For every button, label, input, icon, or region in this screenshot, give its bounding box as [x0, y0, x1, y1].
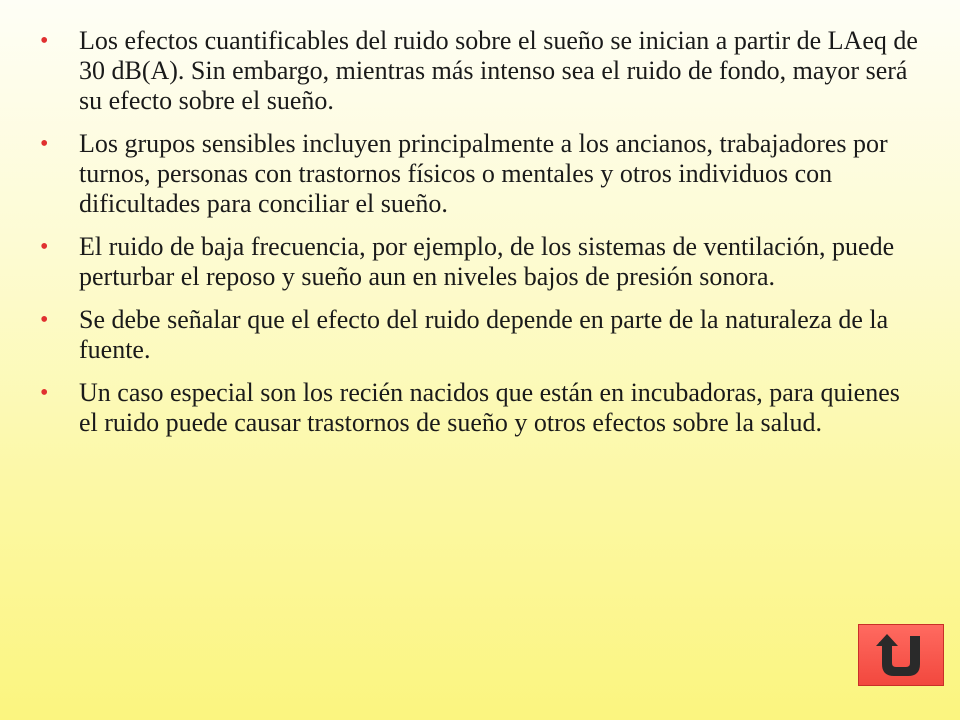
bullet-item-3	[40, 232, 920, 292]
bullet-item-1	[40, 26, 920, 116]
bullet-item-2	[40, 129, 920, 219]
bullet-marker: •	[40, 131, 49, 157]
bullet-text: El ruido de baja frecuencia, por ejemplo, de los sistemas de ventilación, puede perturbar el reposo y sueño aun en niveles bajos de presión sonora.	[79, 232, 895, 291]
return-button[interactable]	[858, 624, 944, 686]
bullet-marker: •	[40, 234, 49, 260]
slide-content	[40, 26, 920, 451]
bullet-text: Un caso especial son los recién nacidos que están en incubadoras, para quienes el ruido puede causar trastornos de sueño y otros efectos sobre la salud.	[79, 378, 900, 437]
bullet-marker: •	[40, 307, 49, 333]
u-turn-return-icon	[876, 630, 926, 680]
bullet-list	[40, 26, 920, 438]
bullet-text: Los efectos cuantificables del ruido sobre el sueño se inician a partir de LAeq de 30 dB(A). Sin embargo, mientras más intenso sea el ruido de fondo, mayor será su efecto sobre el sueño.	[79, 26, 918, 115]
bullet-marker: •	[40, 28, 49, 54]
bullet-item-4	[40, 305, 920, 365]
bullet-item-5	[40, 378, 920, 438]
bullet-text: Se debe señalar que el efecto del ruido depende en parte de la naturaleza de la fuente.	[79, 305, 889, 364]
bullet-text: Los grupos sensibles incluyen principalmente a los ancianos, trabajadores por turnos, personas con trastornos físicos o mentales y otros individuos con dificultades para conciliar el sueño.	[79, 129, 888, 218]
bullet-marker: •	[40, 380, 49, 406]
